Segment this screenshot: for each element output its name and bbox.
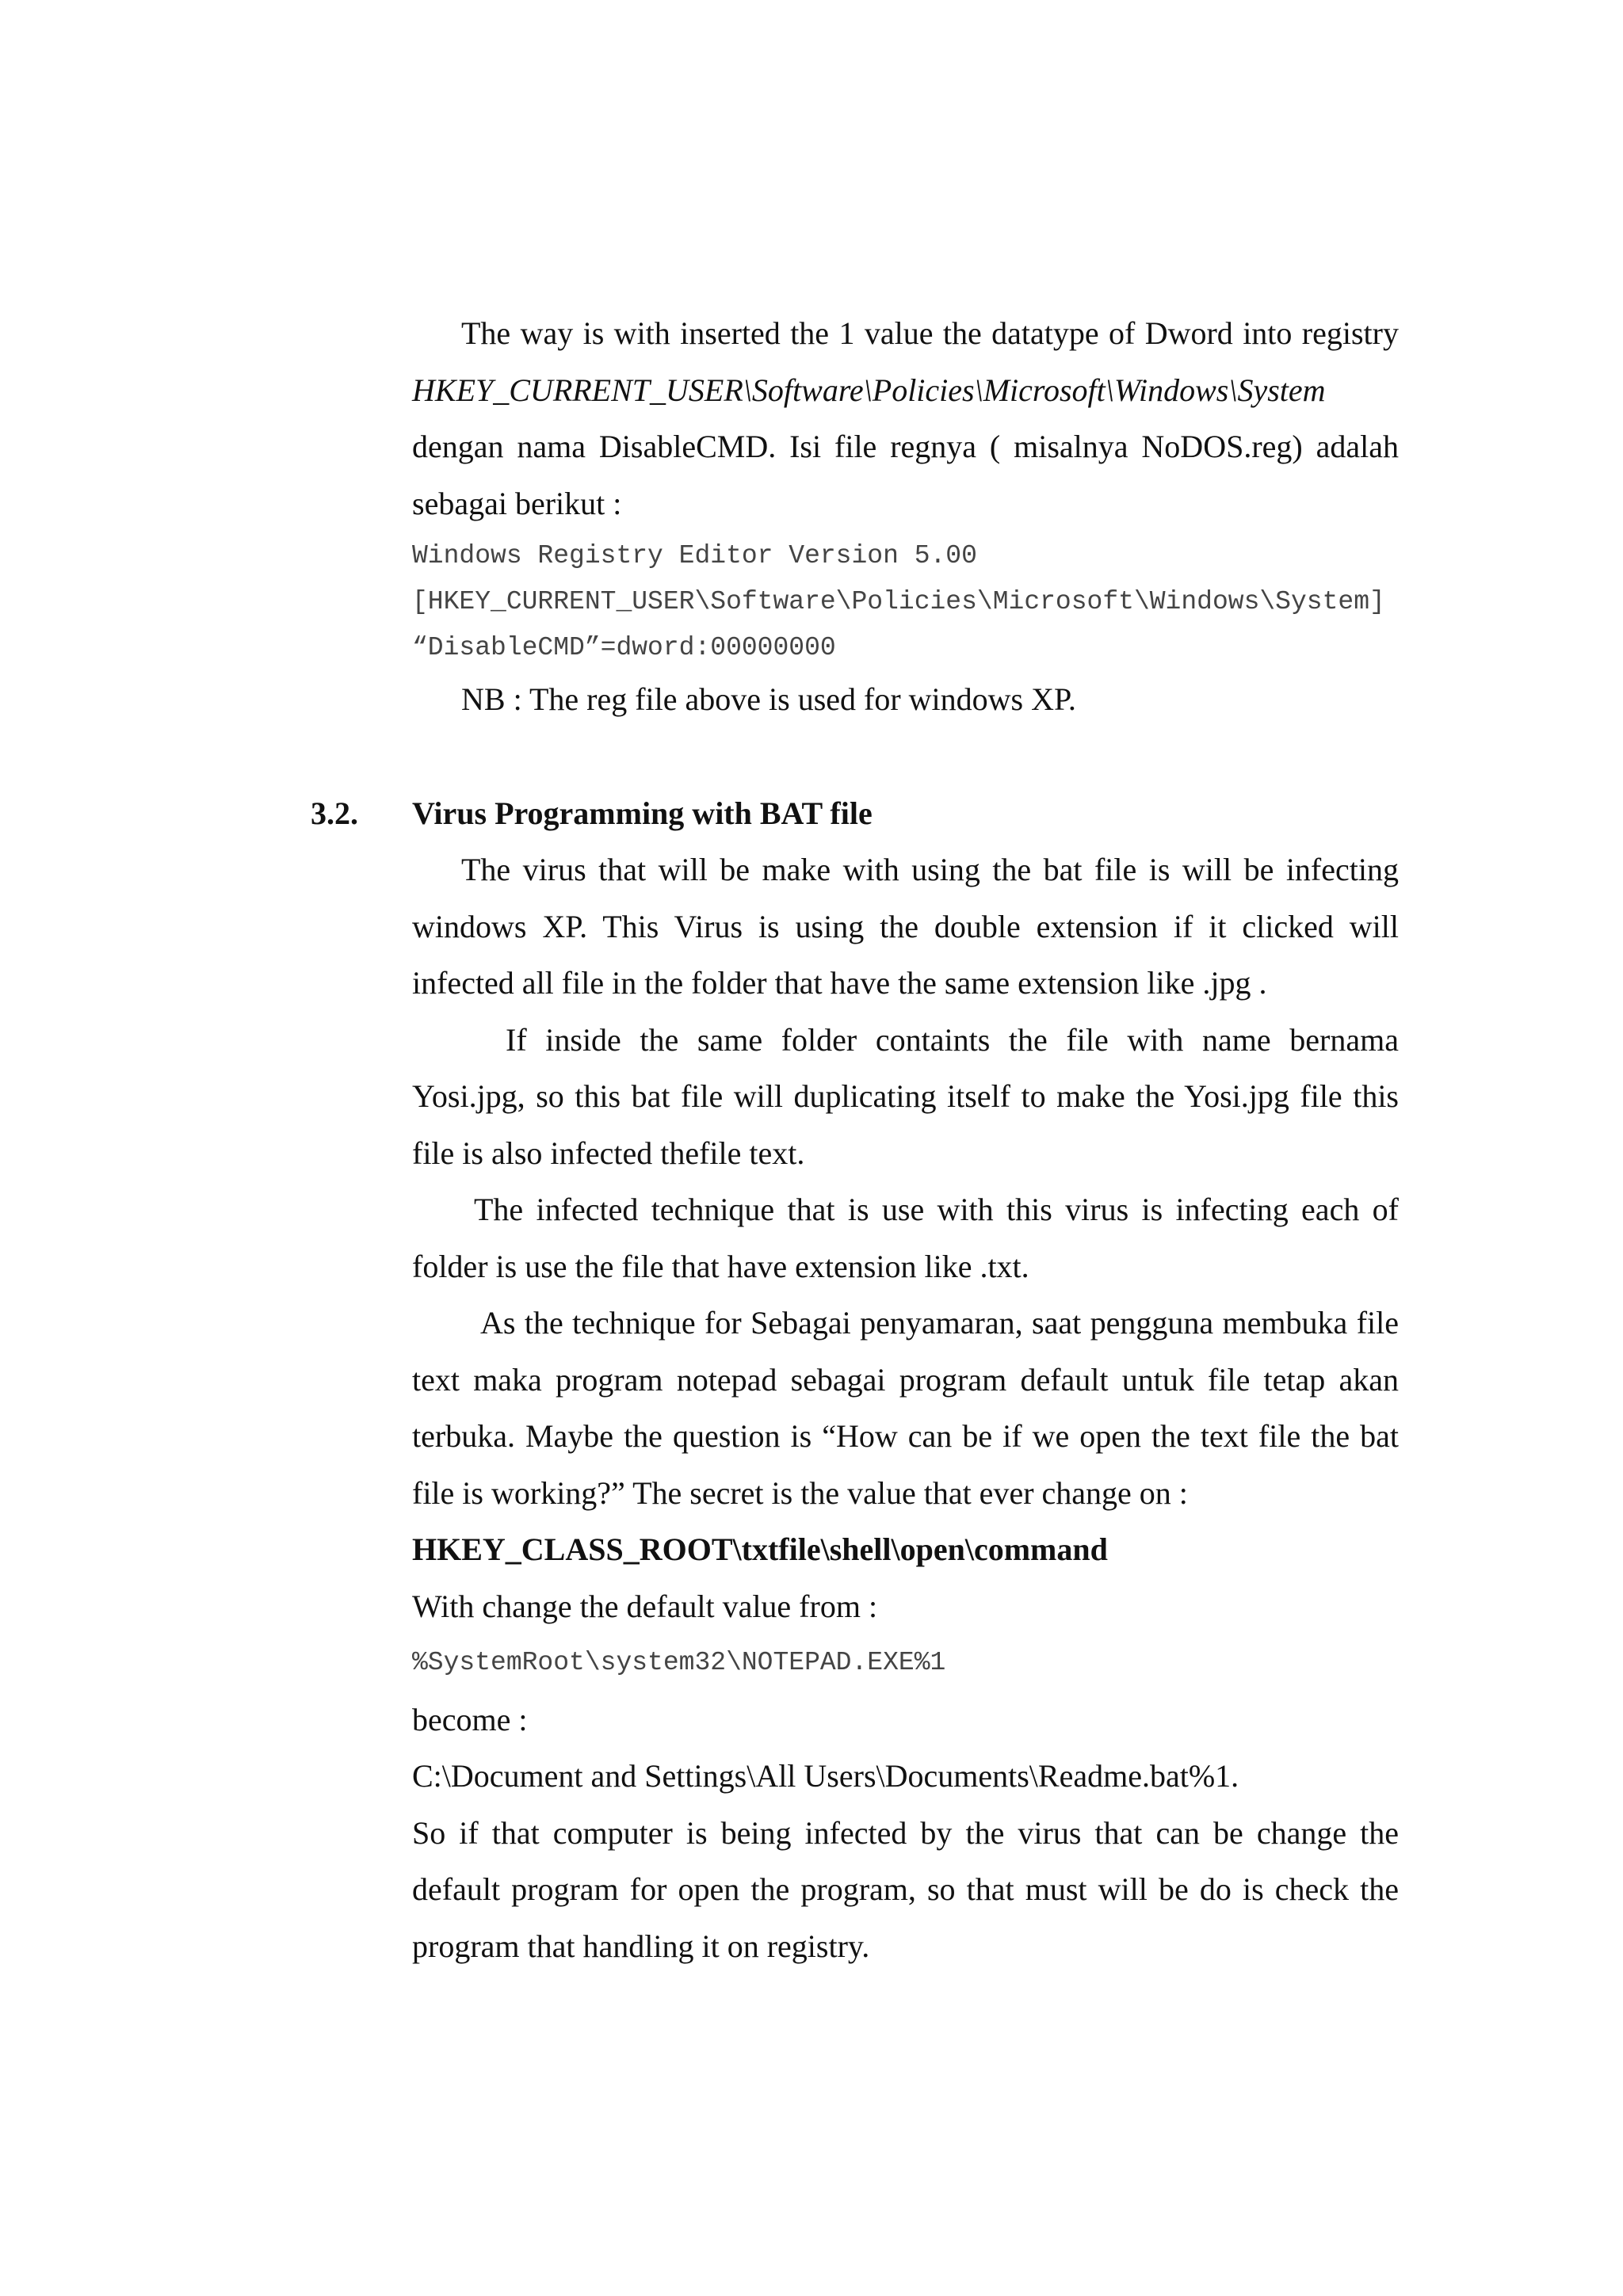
intro-text-a: The way is with inserted the 1 value the datatype of Dword into registry [461, 315, 1399, 351]
registry-path-italic: HKEY_CURRENT_USER\Software\Policies\Microsoft\Windows\System [412, 372, 1326, 408]
reg-code-line-2: [HKEY_CURRENT_USER\Software\Policies\Microsoft\Windows\System] [412, 587, 1385, 616]
section-number: 3.2. [311, 795, 358, 831]
paragraph-3: The infected technique that is use with this virus is infecting each of folder is use the file that have extension like .txt. [412, 1192, 1399, 1284]
paragraph-1: The virus that will be make with using the bat file is will be infecting windows XP. This Virus is using the double extension if it clicked will infected all file in the folder that have the same extension like .jpg . [412, 852, 1399, 1001]
paragraph-4: As the technique for Sebagai penyamaran, saat pengguna membuka file text maka program notepad sebagai program default untuk file tetap akan terbuka. Maybe the question is “How can be if we open the text file the bat file is working?” The secret is the value that ever change on : [412, 1305, 1399, 1511]
intro-text-b: dengan nama DisableCMD. Isi file regnya ( misalnya NoDOS.reg) adalah sebagai berikut : [412, 429, 1399, 521]
page-content [311, 305, 1399, 1974]
section-spacer [412, 728, 1399, 785]
reg-code-line-3: “DisableCMD”=dword:00000000 [412, 633, 836, 662]
notepad-code: %SystemRoot\system32\NOTEPAD.EXE%1 [412, 1648, 946, 1677]
intro-paragraph [412, 305, 1399, 532]
readme-path: C:\Document and Settings\All Users\Documents\Readme.bat%1. [412, 1758, 1239, 1794]
paragraph-2: If inside the same folder containts the file with name bernama Yosi.jpg, so this bat file will duplicating itself to make the Yosi.jpg file this file is also infected thefile text. [412, 1021, 1399, 1171]
section-heading [311, 785, 1399, 842]
section-title: Virus Programming with BAT file [412, 795, 873, 831]
change-from-text: With change the default value from : [412, 1588, 878, 1624]
reg-code-line-1: Windows Registry Editor Version 5.00 [412, 541, 977, 570]
closing-paragraph: So if that computer is being infected by the virus that can be change the default program for open the program, so that must will be do is check the program that handling it on registry. [412, 1814, 1399, 1964]
become-text: become : [412, 1701, 528, 1737]
nb-note: NB : The reg file above is used for windows XP. [461, 681, 1076, 717]
registry-key-heading: HKEY_CLASS_ROOT\txtfile\shell\open\command [412, 1531, 1108, 1567]
